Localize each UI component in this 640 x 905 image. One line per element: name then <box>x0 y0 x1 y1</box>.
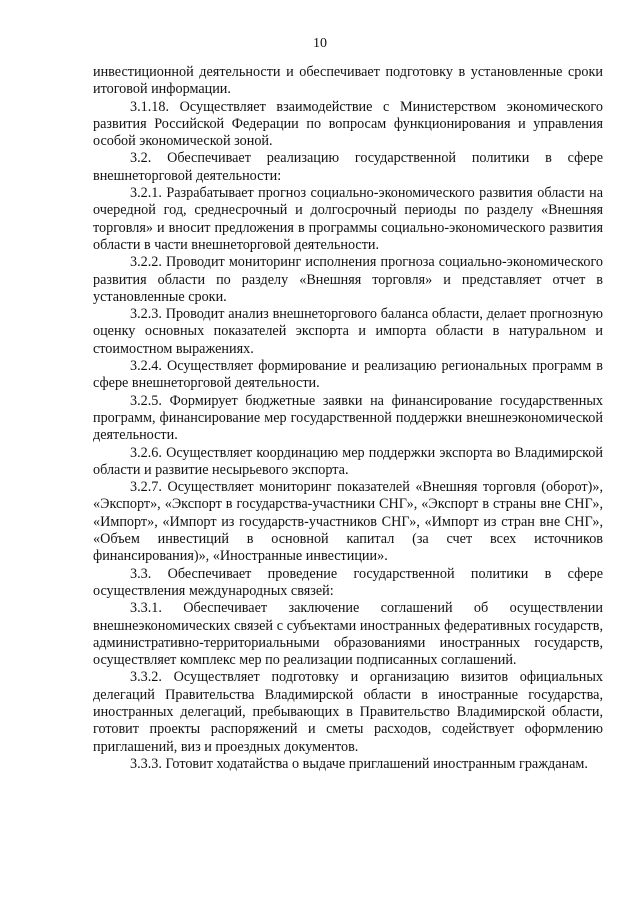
document-body <box>93 64 603 773</box>
paragraph-3-2: 3.2. Обеспечивает реализацию государственной политики в сфере внешнеторговой деятельности: <box>93 150 603 184</box>
paragraph-3-2-2: 3.2.2. Проводит мониторинг исполнения прогноза социально-экономического развития области по разделу «Внешняя торговля» и представляет отчет в установленные сроки. <box>93 254 603 305</box>
paragraph-3-2-6: 3.2.6. Осуществляет координацию мер поддержки экспорта во Владимирской области и развитие несырьевого экспорта. <box>93 444 603 478</box>
paragraph-3-3-3: 3.3.3. Готовит ходатайства о выдаче приглашений иностранным гражданам. <box>130 755 588 772</box>
page-number: 10 <box>313 36 327 51</box>
paragraph-3-2-4: 3.2.4. Осуществляет формирование и реализацию региональных программ в сфере внешнеторговой деятельности. <box>93 358 603 392</box>
paragraph-continuation: инвестиционной деятельности и обеспечивает подготовку в установленные сроки итоговой информации. <box>93 64 603 98</box>
paragraph-3-2-3: 3.2.3. Проводит анализ внешнеторгового баланса области, делает прогнозную оценку основных показателей экспорта и импорта области в натуральном и стоимостном выражениях. <box>93 306 603 357</box>
paragraph-3-3-2: 3.3.2. Осуществляет подготовку и организацию визитов официальных делегаций Правительства Владимирской области в иностранные государства, иностранных делегаций, пребывающих в Правительство Владимирской области, готовит проекты распоряжений и сметы расходов, содействует оформлению приглашений, виз и проездных документов. <box>93 669 603 755</box>
paragraph-3-3-1: 3.3.1. Обеспечивает заключение соглашений об осуществлении внешнеэкономических связей с субъектами иностранных федеративных государств, административно-территориальными образованиями иностранных государств, осуществляет комплекс мер по реализации подписанных соглашений. <box>93 600 603 669</box>
paragraph-3-1-18: 3.1.18. Осуществляет взаимодействие с Министерством экономического развития Российской Федерации по вопросам функционирования и управления особой экономической зоной. <box>93 98 603 150</box>
paragraph-3-2-7: 3.2.7. Осуществляет мониторинг показателей «Внешняя торговля (оборот)», «Экспорт», «Экспорт в государства-участники СНГ», «Экспорт в страны вне СНГ», «Импорт», «Импорт из государств-участников СНГ», «Импорт из стран вне СНГ», «Объем инвестиций в основной капитал (за счет всех источников финансирования)», «Иностранные инвестиции». <box>93 479 603 565</box>
paragraph-3-2-1: 3.2.1. Разрабатывает прогноз социально-экономического развития области на очередной год, среднесрочный и долгосрочный периоды по разделу «Внешняя торговля» и вносит предложения в программы социально-экономического развития области в части внешнеторговой деятельности. <box>93 185 603 253</box>
paragraph-3-3: 3.3. Обеспечивает проведение государственной политики в сфере осуществления международных связей: <box>93 565 603 599</box>
paragraph-3-2-5: 3.2.5. Формирует бюджетные заявки на финансирование государственных программ, финансирование мер государственной поддержки внешнеэкономической деятельности. <box>93 392 603 444</box>
